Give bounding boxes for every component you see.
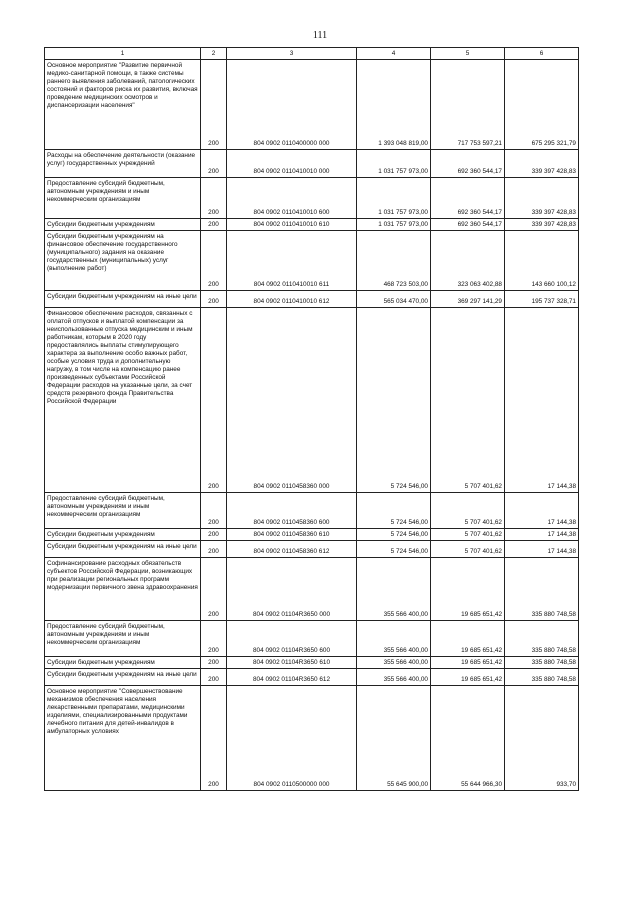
row-value-4: 5 724 546,00 <box>357 308 431 493</box>
row-value-5: 5 707 401,62 <box>431 308 505 493</box>
row-name: Предоставление субсидий бюджетным, автономным учреждениям и иным некоммерческим организациям <box>47 623 165 646</box>
row-vr: 200 <box>201 657 227 669</box>
table-row <box>45 669 579 686</box>
row-name: Субсидии бюджетным учреждениям на финансовое обеспечение государственного (муниципального) задания на оказание государственных (муниципальных) услуг (выполнение работ) <box>47 233 178 272</box>
row-name-cell <box>45 219 201 231</box>
row-value-4: 5 724 546,00 <box>357 493 431 529</box>
row-name-cell <box>45 686 201 791</box>
row-name-cell <box>45 150 201 178</box>
table-row <box>45 308 579 493</box>
row-value-5: 5 707 401,62 <box>431 493 505 529</box>
row-value-5: 717 753 597,21 <box>431 60 505 150</box>
row-name: Субсидии бюджетным учреждениям на иные цели <box>47 293 197 300</box>
row-value-6: 335 880 748,58 <box>505 558 579 621</box>
row-value-6: 17 144,38 <box>505 529 579 541</box>
row-code: 804 0902 0110458360 610 <box>227 529 357 541</box>
row-code: 804 0902 0110410010 000 <box>227 150 357 178</box>
row-code: 804 0902 0110410010 612 <box>227 291 357 308</box>
row-vr: 200 <box>201 219 227 231</box>
row-vr: 200 <box>201 669 227 686</box>
column-header: 4 <box>357 48 431 60</box>
row-vr: 200 <box>201 60 227 150</box>
row-code: 804 0902 01104R3650 600 <box>227 621 357 657</box>
row-value-5: 323 063 402,88 <box>431 231 505 291</box>
row-value-5: 19 685 651,42 <box>431 657 505 669</box>
row-name: Предоставление субсидий бюджетным, автономным учреждениям и иным некоммерческим организациям <box>47 495 165 518</box>
row-value-6: 339 397 428,83 <box>505 178 579 219</box>
row-value-6: 17 144,38 <box>505 541 579 558</box>
row-value-5: 19 685 651,42 <box>431 621 505 657</box>
table-row <box>45 60 579 150</box>
row-vr: 200 <box>201 231 227 291</box>
row-value-4: 5 724 546,00 <box>357 529 431 541</box>
row-value-6: 335 880 748,58 <box>505 657 579 669</box>
column-header: 2 <box>201 48 227 60</box>
row-name: Основное мероприятие "Развитие первичной медико-санитарной помощи, в также системы раннего выявления заболеваний, патологических состояний и факторов риска их развития, включая проведение медицинских осмотров и диспансеризации населения" <box>47 62 198 109</box>
row-value-5: 692 360 544,17 <box>431 178 505 219</box>
page-number: 111 <box>312 30 328 41</box>
table-row <box>45 558 579 621</box>
table-row <box>45 150 579 178</box>
row-value-5: 692 360 544,17 <box>431 150 505 178</box>
row-value-5: 692 360 544,17 <box>431 219 505 231</box>
row-code: 804 0902 0110458360 600 <box>227 493 357 529</box>
row-value-4: 5 724 546,00 <box>357 541 431 558</box>
row-value-6: 933,70 <box>505 686 579 791</box>
row-vr: 200 <box>201 529 227 541</box>
row-value-6: 339 397 428,83 <box>505 219 579 231</box>
table-row <box>45 541 579 558</box>
table-row <box>45 291 579 308</box>
row-vr: 200 <box>201 291 227 308</box>
row-name-cell <box>45 231 201 291</box>
row-value-4: 55 645 900,00 <box>357 686 431 791</box>
row-code: 804 0902 01104R3650 000 <box>227 558 357 621</box>
row-vr: 200 <box>201 558 227 621</box>
row-name: Финансовое обеспечение расходов, связанных с оплатой отпусков и выплатой компенсации за неиспользованные отпуска медицинским и иным работникам, которым в 2020 году предоставлялись выплаты стимулирующего характера за выполнение особо важных работ, особые условия труда и дополнительную нагрузку, в том числе на компенсацию ранее произведенных субъектами Российской Федерации расходов на указанные цели, за счет средств резервного фонда Правительства Российской Федерации <box>47 310 193 405</box>
table-row <box>45 657 579 669</box>
row-name: Субсидии бюджетным учреждениям <box>47 659 155 666</box>
row-name: Основное мероприятие "Совершенствование механизмов обеспечения населения лекарственными препаратами, медицинскими изделиями, специализированными продуктами лечебного питания для детей-инвалидов в амбулаторных условиях <box>47 688 188 735</box>
row-value-6: 17 144,38 <box>505 308 579 493</box>
row-name: Субсидии бюджетным учреждениям на иные цели <box>47 671 197 678</box>
row-name-cell <box>45 529 201 541</box>
row-value-4: 355 566 400,00 <box>357 558 431 621</box>
row-code: 804 0902 0110458360 000 <box>227 308 357 493</box>
row-value-5: 5 707 401,62 <box>431 541 505 558</box>
row-vr: 200 <box>201 178 227 219</box>
row-vr: 200 <box>201 541 227 558</box>
row-name-cell <box>45 621 201 657</box>
row-value-5: 19 685 651,42 <box>431 558 505 621</box>
column-header: 1 <box>45 48 201 60</box>
row-vr: 200 <box>201 493 227 529</box>
table-row <box>45 529 579 541</box>
row-value-4: 565 034 470,00 <box>357 291 431 308</box>
row-value-4: 355 566 400,00 <box>357 621 431 657</box>
row-value-6: 675 295 321,79 <box>505 60 579 150</box>
row-name: Предоставление субсидий бюджетным, автономным учреждениям и иным некоммерческим организациям <box>47 180 165 203</box>
row-value-4: 355 566 400,00 <box>357 657 431 669</box>
table-row <box>45 231 579 291</box>
row-name: Расходы на обеспечение деятельности (оказание услуг) государственных учреждений <box>47 152 196 167</box>
row-name-cell <box>45 308 201 493</box>
row-value-4: 1 031 757 973,00 <box>357 150 431 178</box>
row-value-6: 335 880 748,58 <box>505 669 579 686</box>
row-name-cell <box>45 657 201 669</box>
row-name: Субсидии бюджетным учреждениям на иные цели <box>47 543 197 550</box>
row-code: 804 0902 01104R3650 610 <box>227 657 357 669</box>
row-vr: 200 <box>201 621 227 657</box>
row-vr: 200 <box>201 150 227 178</box>
table-row <box>45 686 579 791</box>
row-code: 804 0902 0110410010 600 <box>227 178 357 219</box>
row-name-cell <box>45 541 201 558</box>
table-row <box>45 219 579 231</box>
row-value-6: 195 737 328,71 <box>505 291 579 308</box>
row-code: 804 0902 01104R3650 612 <box>227 669 357 686</box>
row-code: 804 0902 0110410010 610 <box>227 219 357 231</box>
column-header: 6 <box>505 48 579 60</box>
table-header-row <box>45 48 579 60</box>
column-header: 5 <box>431 48 505 60</box>
row-value-4: 355 566 400,00 <box>357 669 431 686</box>
row-value-5: 55 644 966,30 <box>431 686 505 791</box>
row-value-6: 335 880 748,58 <box>505 621 579 657</box>
row-code: 804 0902 0110400000 000 <box>227 60 357 150</box>
row-code: 804 0902 0110458360 612 <box>227 541 357 558</box>
row-name: Субсидии бюджетным учреждениям <box>47 531 155 538</box>
row-value-5: 5 707 401,62 <box>431 529 505 541</box>
row-value-5: 369 297 141,29 <box>431 291 505 308</box>
row-name-cell <box>45 60 201 150</box>
row-value-5: 19 685 651,42 <box>431 669 505 686</box>
row-name-cell <box>45 669 201 686</box>
row-name: Субсидии бюджетным учреждениям <box>47 221 155 228</box>
row-code: 804 0902 0110410010 611 <box>227 231 357 291</box>
row-value-4: 1 393 048 819,00 <box>357 60 431 150</box>
row-name-cell <box>45 178 201 219</box>
row-code: 804 0902 0110500000 000 <box>227 686 357 791</box>
row-value-6: 339 397 428,83 <box>505 150 579 178</box>
row-value-4: 468 723 503,00 <box>357 231 431 291</box>
row-name-cell <box>45 558 201 621</box>
row-name: Софинансирование расходных обязательств субъектов Российской Федерации, возникающих при реализации региональных программ модернизации первичного звена здравоохранения <box>47 560 198 591</box>
row-value-6: 143 660 100,12 <box>505 231 579 291</box>
table-row <box>45 493 579 529</box>
row-value-6: 17 144,38 <box>505 493 579 529</box>
row-vr: 200 <box>201 308 227 493</box>
row-value-4: 1 031 757 973,00 <box>357 219 431 231</box>
table-row <box>45 178 579 219</box>
column-header: 3 <box>227 48 357 60</box>
budget-table <box>44 47 579 791</box>
table-row <box>45 621 579 657</box>
row-name-cell <box>45 291 201 308</box>
row-value-4: 1 031 757 973,00 <box>357 178 431 219</box>
row-vr: 200 <box>201 686 227 791</box>
row-name-cell <box>45 493 201 529</box>
